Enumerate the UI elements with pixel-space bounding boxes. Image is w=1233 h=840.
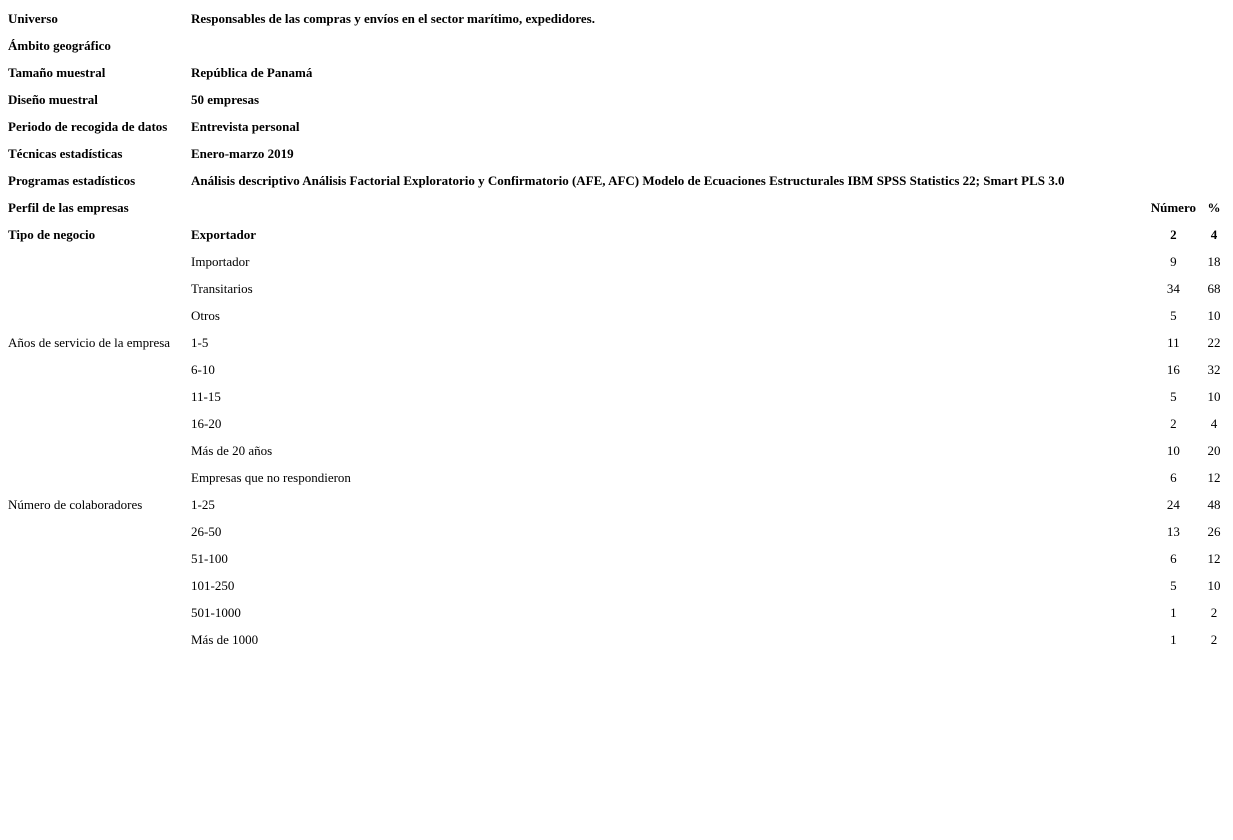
number-cell: 16 [1166,362,1180,377]
profile-header-row [5,194,1229,221]
row-label: Ámbito geográfico [8,38,111,53]
group-label: Tipo de negocio [8,227,96,242]
table-row [5,221,1229,248]
percent-cell: 48 [1207,497,1221,512]
percent-cell: 10 [1207,389,1221,404]
table-row [5,140,1229,167]
category-cell: 51-100 [191,551,228,566]
percent-cell: 10 [1207,578,1221,593]
percent-cell: 2 [1210,605,1218,620]
number-cell: 5 [1170,308,1177,323]
percent-cell: 68 [1207,281,1221,296]
table-row [5,437,1229,464]
group-label-empty [5,572,188,599]
number-cell: 10 [1166,443,1180,458]
row-label: Diseño muestral [8,92,98,107]
table-row [5,86,1229,113]
category-cell: 1-25 [191,497,215,512]
row-label: Periodo de recogida de datos [8,119,168,134]
table-row [5,275,1229,302]
row-value: Análisis descriptivo Análisis Factorial Exploratorio y Confirmatorio (AFE, AFC) Modelo de Ecuaciones Estructurales IBM SPSS Statistics 22; Smart PLS 3.0 [191,173,1065,188]
percent-cell: 12 [1207,470,1221,485]
table-row [5,59,1229,86]
category-cell: Más de 1000 [191,632,259,647]
number-cell: 5 [1170,389,1177,404]
number-cell: 1 [1170,632,1177,647]
percent-cell: 22 [1207,335,1221,350]
number-cell: 5 [1170,578,1177,593]
number-cell: 2 [1170,416,1177,431]
category-cell: Otros [191,308,220,323]
row-value: Entrevista personal [191,119,300,134]
percent-cell: 12 [1207,551,1221,566]
row-value [188,32,1229,59]
percent-cell: 4 [1210,227,1218,242]
category-cell: Exportador [191,227,256,242]
group-label: Número de colaboradores [8,497,143,512]
table-row [5,572,1229,599]
category-cell: Transitarios [191,281,253,296]
group-label: Años de servicio de la empresa [8,335,171,350]
category-cell: 11-15 [191,389,221,404]
percent-cell: 2 [1210,632,1218,647]
number-cell: 34 [1166,281,1180,296]
percent-cell: 4 [1210,416,1218,431]
row-value: Enero-marzo 2019 [191,146,294,161]
row-value: 50 empresas [191,92,260,107]
number-cell: 13 [1166,524,1180,539]
profile-label: Perfil de las empresas [8,200,129,215]
row-label: Técnicas estadísticas [8,146,123,161]
percent-cell: 10 [1207,308,1221,323]
profile-spacer [188,194,1148,221]
number-cell: 6 [1170,551,1177,566]
table-row [5,248,1229,275]
category-cell: 1-5 [191,335,209,350]
table-row [5,626,1229,653]
table-row [5,356,1229,383]
table-row [5,518,1229,545]
table-row [5,545,1229,572]
table-row [5,5,1229,32]
survey-data-table [5,5,1229,653]
category-cell: Más de 20 años [191,443,273,458]
number-cell: 24 [1166,497,1180,512]
group-label-empty [5,302,188,329]
category-cell: 6-10 [191,362,215,377]
row-label: Programas estadísticos [8,173,136,188]
group-label-empty [5,275,188,302]
category-cell: Importador [191,254,250,269]
percent-cell: 20 [1207,443,1221,458]
table-row [5,32,1229,59]
table-row [5,464,1229,491]
category-cell: 101-250 [191,578,235,593]
category-cell: 26-50 [191,524,222,539]
row-value: Responsables de las compras y envíos en el sector marítimo, expedidores. [191,11,595,26]
group-label-empty [5,518,188,545]
group-label-empty [5,464,188,491]
group-label-empty [5,248,188,275]
category-cell: 16-20 [191,416,222,431]
group-label-empty [5,626,188,653]
group-label-empty [5,437,188,464]
group-label-empty [5,545,188,572]
category-cell: Empresas que no respondieron [191,470,351,485]
number-cell: 9 [1170,254,1177,269]
table-row [5,599,1229,626]
table-row [5,167,1229,194]
percent-cell: 26 [1207,524,1221,539]
number-cell: 1 [1170,605,1177,620]
percent-cell: 18 [1207,254,1221,269]
category-cell: 501-1000 [191,605,241,620]
group-label-empty [5,356,188,383]
table-row [5,410,1229,437]
row-label: Tamaño muestral [8,65,106,80]
column-header-percent: % [1207,200,1221,215]
table-row [5,329,1229,356]
row-label: Universo [8,11,58,26]
table-row [5,491,1229,518]
table-row [5,302,1229,329]
group-label-empty [5,410,188,437]
table-row [5,383,1229,410]
number-cell: 11 [1167,335,1180,350]
group-label-empty [5,383,188,410]
table-row [5,113,1229,140]
number-cell: 6 [1170,470,1177,485]
row-value: República de Panamá [191,65,313,80]
group-label-empty [5,599,188,626]
number-cell: 2 [1170,227,1177,242]
percent-cell: 32 [1207,362,1221,377]
column-header-number: Número [1150,200,1196,215]
